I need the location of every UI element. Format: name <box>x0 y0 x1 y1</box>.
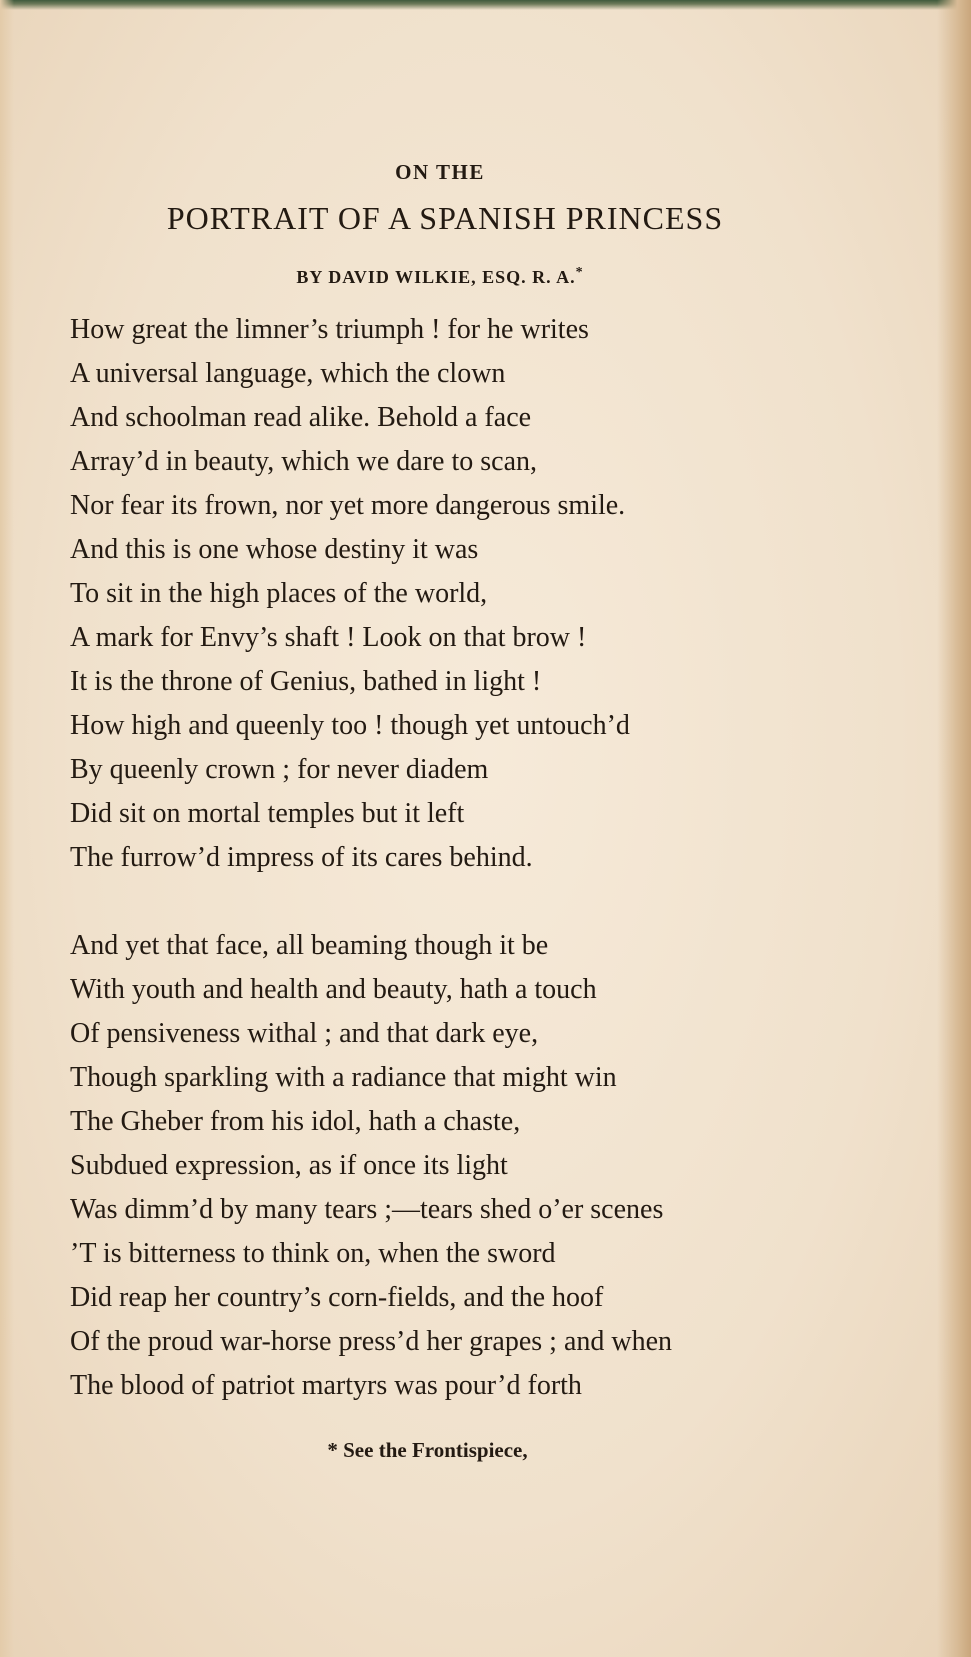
stanza-1 <box>70 308 890 880</box>
poem-line: A mark for Envy’s shaft ! Look on that brow ! <box>70 622 587 653</box>
title-prefix: ON THE <box>395 160 485 184</box>
poem-line: The Gheber from his idol, hath a chaste, <box>70 1106 521 1137</box>
poem-line: To sit in the high places of the world, <box>70 578 488 609</box>
poem-line: Array’d in beauty, which we dare to scan, <box>70 446 538 477</box>
poem-line: Of the proud war-horse press’d her grapes ; and when <box>70 1326 673 1357</box>
poem-line: And yet that face, all beaming though it be <box>70 930 549 961</box>
byline <box>0 265 880 288</box>
page-top-edge <box>0 0 971 10</box>
poem-body <box>70 308 890 1408</box>
page-right-edge <box>937 0 971 1657</box>
poem-line: Did sit on mortal temples but it left <box>70 798 465 829</box>
poem-line: By queenly crown ; for never diadem <box>70 754 489 785</box>
poem-line: Did reap her country’s corn-fields, and the hoof <box>70 1282 604 1313</box>
byline-text: BY DAVID WILKIE, ESQ. R. A. <box>296 267 576 287</box>
poem-line: Nor fear its frown, nor yet more dangerous smile. <box>70 490 626 521</box>
poem-line: Of pensiveness withal ; and that dark eye, <box>70 1018 539 1049</box>
poem-title: PORTRAIT OF A SPANISH PRINCESS <box>166 200 724 236</box>
poem-line: The blood of patriot martyrs was pour’d forth <box>70 1370 582 1401</box>
footnote: * See the Frontispiece, <box>327 1438 528 1462</box>
poem-line: A universal language, which the clown <box>70 358 506 389</box>
footnote-marker: * <box>575 265 584 280</box>
page-left-edge <box>0 0 14 1657</box>
poem-line: How great the limner’s triumph ! for he writes <box>70 314 589 345</box>
poem-line: And this is one whose destiny it was <box>70 534 479 565</box>
poem-line: The furrow’d impress of its cares behind. <box>70 842 533 873</box>
poem-line: ’T is bitterness to think on, when the sword <box>70 1238 556 1269</box>
poem-line: With youth and health and beauty, hath a touch <box>70 974 597 1005</box>
poem-line: And schoolman read alike. Behold a face <box>70 402 532 433</box>
stanza-break <box>70 880 890 924</box>
poem-line: It is the throne of Genius, bathed in light ! <box>70 666 542 697</box>
poem-line: Subdued expression, as if once its light <box>70 1150 508 1181</box>
poem-line: Was dimm’d by many tears ;—tears shed o’er scenes <box>70 1194 664 1225</box>
stanza-2 <box>70 924 890 1408</box>
poem-line: Though sparkling with a radiance that might win <box>70 1062 617 1093</box>
poem-line: How high and queenly too ! though yet untouch’d <box>70 710 630 741</box>
